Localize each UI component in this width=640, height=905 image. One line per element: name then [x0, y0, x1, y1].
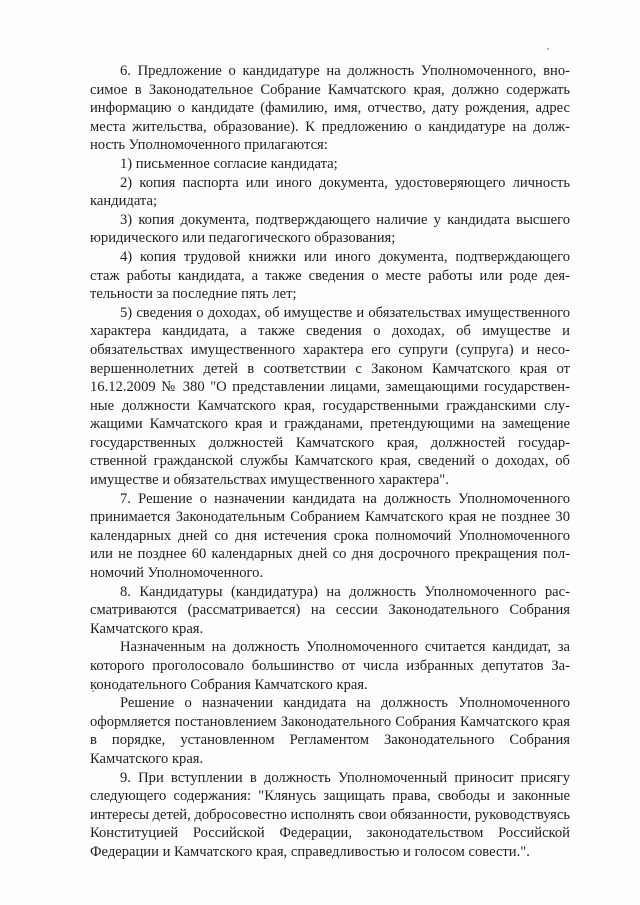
paragraph-7: 7. Решение о назначении кандидата на должность Уполномоченного принимается Законодательным Собранием Камчатского края не позднее 30 календарных дней со дня истечения срока полномочий Уполномоченного или не позднее 60 календарных дней со дня досрочного прекращения полномочий Уполномоченного. [90, 490, 570, 582]
paragraph-8: 8. Кандидатуры (кандидатура) на должность Уполномоченного рассматриваются (рассматривается) на сессии Законодательного Собрания Камчатского края. [90, 583, 570, 637]
document-body [90, 62, 570, 862]
paragraph-8-appointment: Назначенным на должность Уполномоченного считается кандидат, за которого проголосовало большинство от числа избранных депутатов Законодательного Собрания Камчатского края. [90, 639, 570, 693]
list-item-3: 3) копия документа, подтверждающего наличие у кандидата высшего юридического или педагогического образования; [90, 211, 570, 247]
list-item-4: 4) копия трудовой книжки или иного документа, подтверждающего стаж работы кандидата, а также сведения о месте работы или роде деятельности за последние пять лет; [90, 248, 570, 303]
paragraph-8-decision: Решение о назначении кандидата на должность Уполномоченного оформляется постановлением Законодательного Собрания Камчатского края в порядке, установленном Регламентом Законодательного Собрания Камчатского края. [90, 695, 570, 767]
list-item-1: 1) письменное согласие кандидата; [120, 155, 338, 172]
list-item-2: 2) копия паспорта или иного документа, удостоверяющего личность кандидата; [90, 174, 570, 210]
list-item-5: 5) сведения о доходах, об имуществе и обязательствах имущественного характера кандидата, а также сведения о доходах, об имуществе и обязательствах имущественного характера его супруги (супруга) и несовершеннолетних детей в соответствии с Законом Камчатского края от 16.12.2009 № 380 "О представлении лицами, замещающими государственные должности Камчатского края, государственными гражданскими служащими Камчатского края и гражданами, претендующими на замещение государственных должностей Камчатского края, должностей государственной гражданской службы Камчатского края, сведений о доходах, об имуществе и обязательствах имущественного характера". [90, 304, 570, 489]
scan-speck [547, 48, 549, 50]
paragraph-6: 6. Предложение о кандидатуре на должность Уполномоченного, вносимое в Законодательное Собрание Камчатского края, должно содержать информацию о кандидате (фамилию, имя, отчество, дату рождения, адрес места жительства, образование). К предложению о кандидатуре на должность Уполномоченного прилагаются: [90, 63, 570, 154]
paragraph-9: 9. При вступлении в должность Уполномоченный приносит присягу следующего содержания: "Клянусь защищать права, свободы и законные интересы детей, добросовестно исполнять свои обязанности, руководствуясь Конституцией Российской Федерации, законодательством Российской Федерации и Камчатского края, справедливостью и голосом совести.". [90, 769, 570, 860]
